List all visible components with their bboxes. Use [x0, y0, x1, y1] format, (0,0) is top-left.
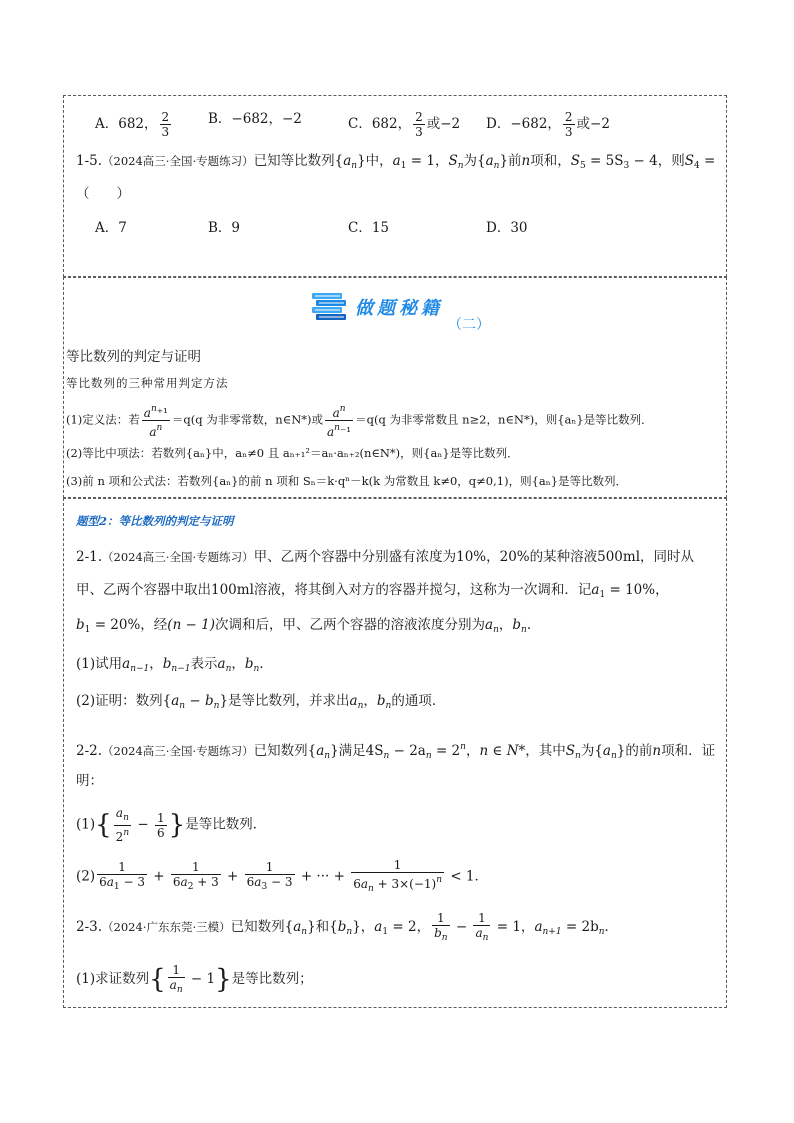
method-geometric-mean: (2)等比中项法：若数列{aₙ}中，aₙ≠0 且 aₙ₊₁²＝aₙ·aₙ₊₂(n∈N*)，则{aₙ}是等比数列． — [66, 446, 519, 460]
option-a: A．682， $\frac{2}{3}$ — [95, 110, 170, 139]
option-b: B．−682，−2 — [208, 111, 302, 127]
type2-title: 题型2：等比数列的判定与证明 — [76, 514, 234, 528]
question-2-3-part1: (1)求证数列{ $\frac{1}{a_n}$ − 1}是等比数列； — [76, 962, 313, 995]
tips-banner-title: 做题秘籍 — [355, 298, 443, 319]
q15-option-b: B．9 — [208, 220, 241, 236]
option-d: D．−682， $\frac{2}{3}$ 或−2 — [486, 110, 610, 139]
question-2-1-line1: 2-1.（2024高三·全国·专题练习）甲、乙两个容器中分别盛有浓度为10%，20%的某种溶液500ml，同时从 — [76, 549, 695, 565]
method-definition: (1)定义法：若 $\frac{a^n^{+1}}{a^n}$ ＝q(q 为非零常数，n∈N*)或 $\frac{a^n}{a^n^{-1}}$ ＝q(q 为非零常数且 n≥2，n∈N*)，则{aₙ}是等比数列． — [66, 404, 653, 439]
option-c: C．682， $\frac{2}{3}$ 或−2 — [348, 110, 461, 139]
method-subheading: 等比数列的三种常用判定方法 — [66, 376, 229, 390]
question-1-5: 1-5.（2024高三·全国·专题练习）已知等比数列$\{a_n\}$中，$a_1 = 1$，$S_n$为$\{a_n\}$前n项和，$S_5 = 5S_3 - 4$，则$S_4$ = — [76, 153, 716, 171]
method-heading: 等比数列的判定与证明 — [66, 349, 201, 365]
question-1-5-paren: （ ） — [76, 186, 130, 202]
method-sum-formula: (3)前 n 项和公式法：若数列{aₙ}的前 n 项和 Sₙ＝k·qⁿ－k(k 为常数且 k≠0，q≠0,1)，则{aₙ}是等比数列． — [66, 474, 628, 488]
q15-option-a: A．7 — [95, 220, 127, 236]
question-2-3-line1: 2-3.（2024·广东东莞·三模）已知数列$\{a_n\}$和$\{b_n\}$，$a_1 = 2$， $\frac{1}{b_n}$ − $\frac{1}{a_n}$ = 1，$a_{n+1} = 2b_n$． — [76, 910, 619, 943]
q15-option-d: D．30 — [486, 220, 528, 236]
question-2-1-part1: (1)试用$a_{n-1}$，$b_{n-1}$表示$a_n$，$b_n$． — [76, 656, 273, 674]
question-2-2-part2: (2) $\frac{1}{6a_1 - 3}$ + $\frac{1}{6a_2 + 3}$ + $\frac{1}{6a_3 - 3}$ + ··· + $\frac{1}{6a_n + 3\times(-1)^n}$ < 1． — [76, 858, 489, 894]
tips-banner-subtitle: （二） — [448, 317, 490, 333]
question-2-1-line3: $b_1 = 20\%$，经(n − 1)次调和后，甲、乙两个容器的溶液浓度分别为$a_n$，$b_n$． — [76, 617, 541, 635]
question-2-1-line2: 甲、乙两个容器中取出100ml溶液，将其倒入对方的容器并搅匀，这称为一次调和．记$a_1 = 10\%$， — [76, 582, 669, 600]
q15-option-c: C．15 — [348, 220, 390, 236]
question-2-1-part2: (2)证明：数列$\{a_n - b_n\}$是等比数列，并求出$a_n$，$b_n$的通项． — [76, 693, 446, 711]
question-2-2-line2: 明： — [76, 773, 103, 789]
question-2-2-part1: (1){ $\frac{a_n}{2^n}$ − $\frac{1}{6}$ }是等比数列． — [76, 806, 267, 844]
question-2-2-line1: 2-2.（2024高三·全国·专题练习）已知数列$\{a_n\}$满足$4S_n - 2a_n = 2^n$，n ∈ N*，其中$S_n$为$\{a_n\}$的前n项和．证 — [76, 742, 716, 761]
